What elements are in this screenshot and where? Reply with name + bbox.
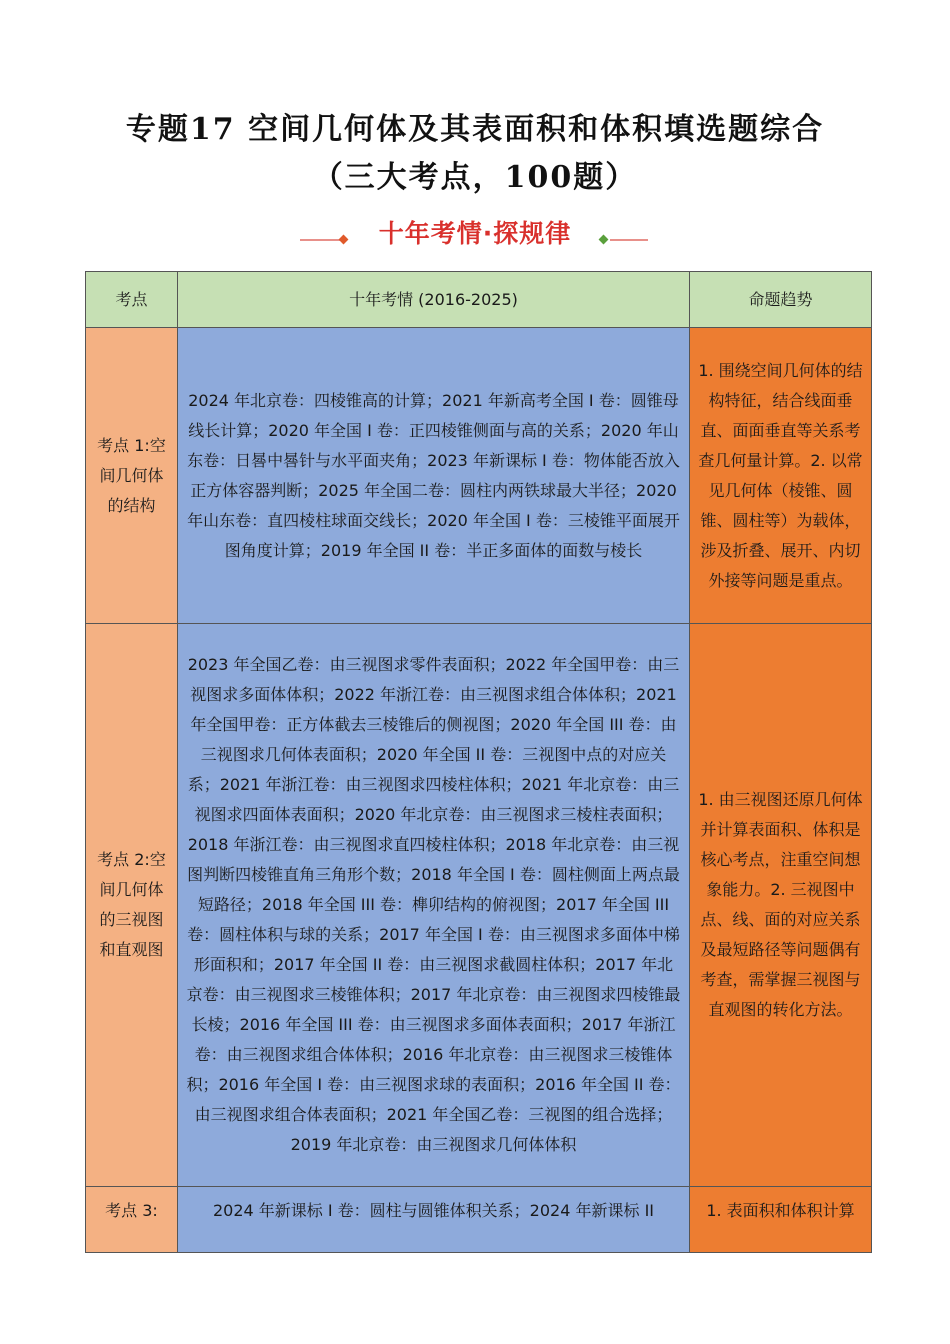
page-title-line-1: 专题17 空间几何体及其表面积和体积填选题综合 bbox=[125, 112, 825, 147]
page-title-line-2: （三大考点，100题） bbox=[312, 160, 638, 195]
topic-text: 考点 2:空间几何体的三视图和直观图 bbox=[97, 850, 166, 959]
history-cell bbox=[178, 1187, 690, 1253]
banner-title: 十年考情·探规律 bbox=[378, 219, 572, 248]
topic-cell bbox=[86, 328, 178, 624]
history-cell bbox=[178, 328, 690, 624]
history-text: 2023 年全国乙卷：由三视图求零件表面积；2022 年全国甲卷：由三视图求多面体体积；2022 年浙江卷：由三视图求组合体体积；2021 年全国甲卷：正方体截去三棱锥后的侧视图；2020 年全国 III 卷：由三视图求几何体表面积；2020 年全国 II 卷：三视图中点的对应关系；2021 年浙江卷：由三视图求四棱柱体积；2021 年北京卷：由三视图求四面体表面积；2020 年北京卷：由三视图求三棱柱表面积；2018 年浙江卷：由三视图求直四棱柱体积；2018 年北京卷：由三视图判断四棱锥直角三角形个数；2018 年全国 I 卷：圆柱侧面上两点最短路径；2018 年全国 III 卷：榫卯结构的俯视图；2017 年全国 III 卷：圆柱体积与球的关系；2017 年全国 I 卷：由三视图求多面体中梯形面积和；2017 年全国 II 卷：由三视图求截圆柱体积；2017 年北京卷：由三视图求三棱锥体积；2017 年北京卷：由三视图求四棱锥最长棱；2016 年全国 III 卷：由三视图求多面体表面积；2017 年浙江卷：由三视图求组合体体积；2016 年北京卷：由三视图求三棱锥体积；2016 年全国 I 卷：由三视图求球的表面积；2016 年全国 II 卷：由三视图求组合体表面积；2021 年全国乙卷：三视图的组合选择；2019 年北京卷：由三视图求几何体体积 bbox=[186, 655, 681, 1154]
history-text: 2024 年北京卷：四棱锥高的计算；2021 年新高考全国 I 卷：圆锥母线长计算；2020 年全国 I 卷：正四棱锥侧面与高的关系；2020 年山东卷：日晷中晷针与水平面夹角；2023 年新课标 I 卷：物体能否放入正方体容器判断；2025 年全国二卷：圆柱内两铁球最大半径；2020 年山东卷：直四棱柱球面交线长；2020 年全国 I 卷：三棱锥平面展开图角度计算；2019 年全国 II 卷：半正多面体的面数与棱长 bbox=[187, 390, 680, 560]
history-text: 2024 年新课标 I 卷：圆柱与圆锥体积关系；2024 年新课标 II bbox=[212, 1201, 655, 1220]
topic-cell bbox=[86, 1187, 178, 1253]
topic-cell bbox=[86, 624, 178, 1187]
trend-cell bbox=[690, 1187, 872, 1253]
banner-right-line bbox=[610, 239, 648, 241]
exam-analysis-table bbox=[85, 271, 872, 1253]
section-banner bbox=[0, 210, 950, 254]
trend-cell bbox=[690, 328, 872, 624]
table-header-row bbox=[86, 272, 872, 328]
trend-text: 1. 围绕空间几何体的结构特征，结合线面垂直、面面垂直等关系考查几何量计算。2. 以常见几何体（棱锥、圆锥、圆柱等）为载体，涉及折叠、展开、内切外接等问题是重点。 bbox=[698, 360, 863, 590]
trend-cell bbox=[690, 624, 872, 1187]
trend-text: 1. 由三视图还原几何体并计算表面积、体积是核心考点，注重空间想象能力。2. 三视图中点、线、面的对应关系及最短路径等问题偶有考查，需掌握三视图与直观图的转化方法。 bbox=[698, 790, 863, 1019]
header-trend: 命题趋势 bbox=[690, 272, 872, 328]
table-row bbox=[86, 328, 872, 624]
topic-text: 考点 3: bbox=[105, 1201, 158, 1220]
header-topic: 考点 bbox=[86, 272, 178, 328]
header-history: 十年考情 (2016-2025) bbox=[178, 272, 690, 328]
history-cell bbox=[178, 624, 690, 1187]
trend-text: 1. 表面积和体积计算 bbox=[706, 1201, 855, 1220]
topic-text: 考点 1:空间几何体的结构 bbox=[97, 435, 166, 515]
table-row bbox=[86, 1187, 872, 1253]
table-row bbox=[86, 624, 872, 1187]
